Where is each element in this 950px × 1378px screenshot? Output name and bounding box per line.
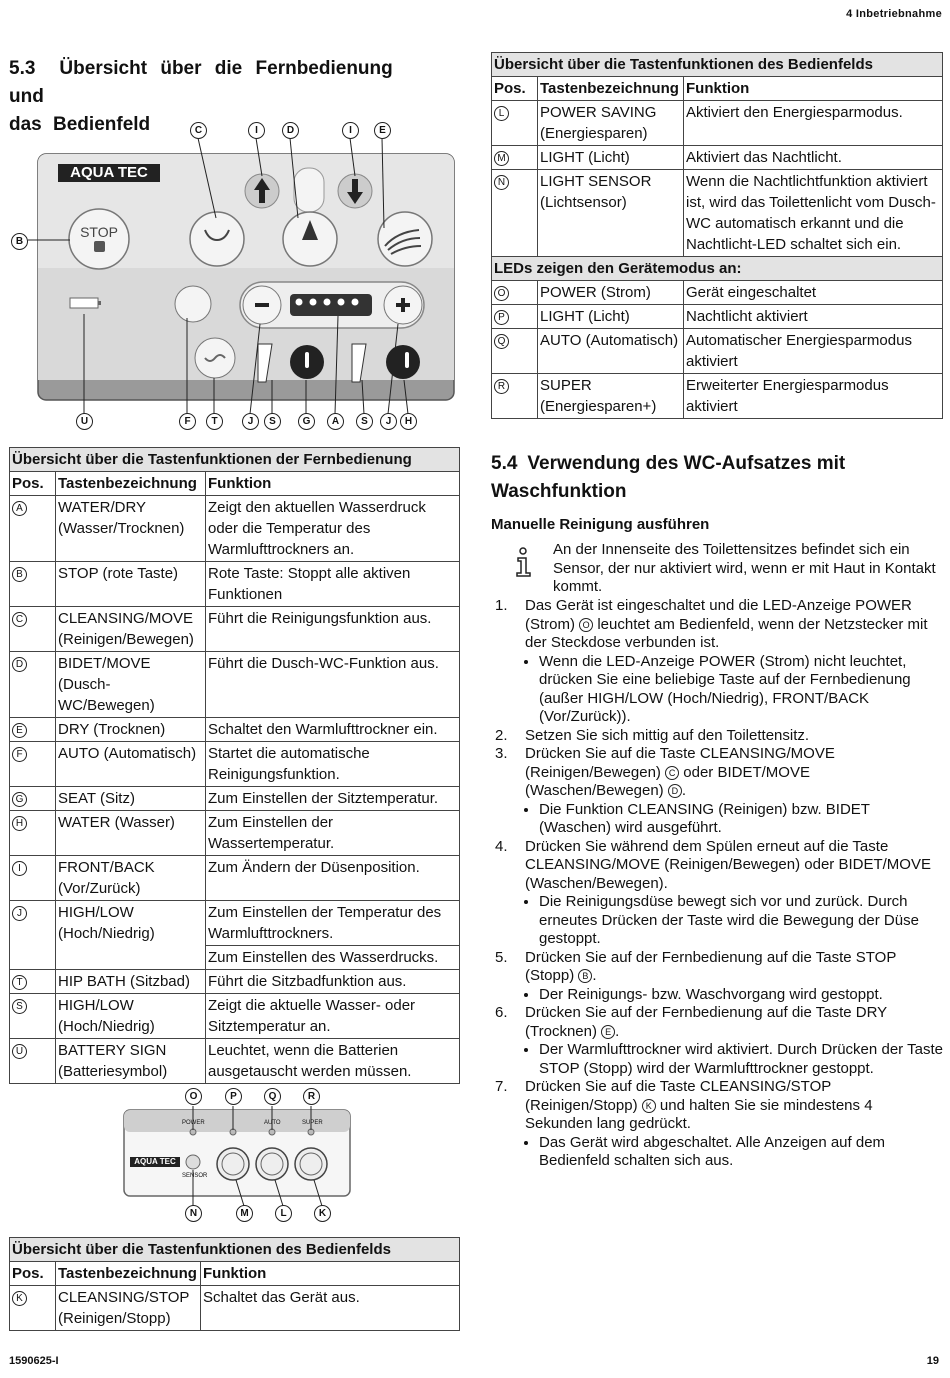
pos-symbol: K: [12, 1291, 27, 1306]
table-row: [10, 994, 460, 1039]
section-number: 5.3: [9, 58, 36, 79]
panel-brand-logo: AQUA TEC: [134, 1157, 176, 1166]
header-name: Tastenbezeichnung: [56, 1262, 201, 1286]
key-name: HIGH/LOW (Hoch/Niedrig): [56, 994, 206, 1039]
step-symbol: D: [668, 784, 682, 798]
subheading-manual-cleaning: Manuelle Reinigung ausführen: [491, 516, 710, 533]
step-item: [491, 597, 943, 727]
callout-B: B: [11, 233, 28, 250]
step-bullet: • Wenn die LED-Anzeige POWER (Strom) nicht leuchtet, drücken Sie eine beliebige Taste auf der Fernbedienung (außer HIGH/LOW (Hoch/Niedrig), FRONT/BACK (Vor/Zurück)).: [539, 653, 943, 727]
table-row: [10, 562, 460, 607]
key-function: Zum Einstellen des Wasserdrucks.: [206, 946, 460, 970]
key-name: STOP (rote Taste): [56, 562, 206, 607]
step-bullet: • Die Funktion CLEANSING (Reinigen) bzw. BIDET (Waschen) wird ausgeführt.: [539, 801, 943, 838]
pos-symbol: M: [494, 151, 509, 166]
table-row: [10, 607, 460, 652]
table-row: [10, 970, 460, 994]
pos-symbol: J: [12, 906, 27, 921]
step-text: .: [615, 1022, 620, 1040]
step-item: [491, 1004, 943, 1078]
led-label-auto: AUTO: [264, 1120, 281, 1126]
table-title: Übersicht über die Tastenfunktionen des Bedienfelds: [492, 53, 943, 77]
table-row: [492, 374, 943, 419]
sensor-label: SENSOR: [182, 1173, 208, 1179]
section-5-4-heading: [491, 450, 943, 506]
led-label-power: POWER: [182, 1120, 205, 1126]
key-function: Schaltet das Gerät aus.: [201, 1286, 460, 1331]
callout-D: D: [282, 122, 299, 139]
key-name: HIP BATH (Sitzbad): [56, 970, 206, 994]
step-item: [491, 727, 943, 746]
panel-functions-table: [491, 52, 943, 419]
key-function: Aktiviert das Nachtlicht.: [684, 146, 943, 170]
key-function: Zum Einstellen der Temperatur des Warmlufttrockners.: [206, 901, 460, 946]
table-row: [10, 496, 460, 562]
page-number: 19: [926, 1355, 939, 1367]
key-function: Schaltet den Warmlufttrockner ein.: [206, 718, 460, 742]
led-meaning: Automatischer Energiesparmodus aktiviert: [684, 329, 943, 374]
step-number: 3.: [495, 745, 508, 762]
callout-H: H: [400, 413, 417, 430]
step-text: Drücken Sie auf der Fernbedienung auf die Taste DRY (Trocknen): [525, 1004, 887, 1040]
callout-M: M: [236, 1205, 253, 1222]
led-label-super: SUPER: [302, 1120, 323, 1126]
led-name: SUPER (Energiesparen+): [538, 374, 684, 419]
table-row: [10, 1039, 460, 1084]
step-text: Drücken Sie auf die Taste CLEANSING/MOVE (Reinigen/Bewegen): [525, 745, 835, 781]
key-name: DRY (Trocknen): [56, 718, 206, 742]
callout-L: L: [275, 1205, 292, 1222]
key-name: POWER SAVING (Energiesparen): [538, 101, 684, 146]
step-bullet: • Das Gerät wird abgeschaltet. Alle Anzeigen auf dem Bedienfeld schalten sich aus.: [539, 1134, 943, 1171]
table-row: [10, 856, 460, 901]
pos-symbol: D: [12, 657, 27, 672]
step-text: oder BIDET/MOVE (Waschen/Bewegen): [525, 763, 810, 799]
table-row: [10, 787, 460, 811]
callout-U: U: [76, 413, 93, 430]
info-icon: [512, 546, 534, 578]
callout-G: G: [298, 413, 315, 430]
document-number: 1590625-I: [9, 1355, 59, 1367]
step-symbol: E: [601, 1025, 615, 1039]
pos-symbol: S: [12, 999, 27, 1014]
key-function: Rote Taste: Stoppt alle aktiven Funktionen: [206, 562, 460, 607]
step-number: 6.: [495, 1004, 508, 1021]
key-function: Startet die automatische Reinigungsfunktion.: [206, 742, 460, 787]
key-function: Führt die Dusch-WC-Funktion aus.: [206, 652, 460, 718]
header-func: Funktion: [206, 472, 460, 496]
led-meaning: Gerät eingeschaltet: [684, 281, 943, 305]
step-number: 7.: [495, 1078, 508, 1095]
section-title-1: Übersicht über die Fernbedienung und: [9, 58, 393, 107]
pos-symbol: C: [12, 612, 27, 627]
key-name: CLEANSING/STOP (Reinigen/Stopp): [56, 1286, 201, 1331]
info-note: An der Innenseite des Toilettensitzes befindet sich ein Sensor, der nur aktiviert wird, wenn er mit Haut in Kontakt kommt.: [553, 541, 936, 595]
step-text: Drücken Sie auf der Fernbedienung auf die Taste STOP (Stopp): [525, 948, 897, 984]
header-func: Funktion: [684, 77, 943, 101]
step-bullet: • Der Warmlufttrockner wird aktiviert. Durch Drücken der Taste STOP (Stopp) wird der Warmlufttrockner gestoppt.: [539, 1041, 943, 1078]
table-row: [492, 146, 943, 170]
pos-symbol: O: [494, 286, 509, 301]
callout-A: A: [327, 413, 344, 430]
section-number: 5.4: [491, 453, 518, 474]
step-text: .: [592, 967, 597, 984]
step-number: 5.: [495, 948, 508, 966]
table-row: [492, 305, 943, 329]
step-item: [491, 745, 943, 838]
callout-O: O: [185, 1088, 202, 1105]
remote-brand-logo: AQUA TEC: [70, 164, 148, 181]
step-item: [491, 838, 943, 949]
pos-symbol: E: [12, 723, 27, 738]
header-name: Tastenbezeichnung: [538, 77, 684, 101]
led-meaning: Nachtlicht aktiviert: [684, 305, 943, 329]
led-meaning: Erweiterter Energiesparmodus aktiviert: [684, 374, 943, 419]
callout-S: S: [356, 413, 373, 430]
step-text: Setzen Sie sich mittig auf den Toilettensitz.: [525, 726, 810, 744]
key-name: FRONT/BACK (Vor/Zurück): [56, 856, 206, 901]
table-row: [492, 170, 943, 257]
pos-symbol: B: [12, 567, 27, 582]
step-text: Das Gerät ist eingeschaltet und die LED-Anzeige POWER (Strom): [525, 597, 912, 633]
step-number: 1.: [495, 597, 508, 614]
led-name: LIGHT (Licht): [538, 305, 684, 329]
pos-symbol: A: [12, 501, 27, 516]
callout-K: K: [314, 1205, 331, 1222]
header-func: Funktion: [201, 1262, 460, 1286]
key-function: Wenn die Nachtlichtfunktion aktiviert ist, wird das Toilettenlicht vom Dusch-WC automatisch erkannt und die Nachtlicht-LED schaltet sich ein.: [684, 170, 943, 257]
key-function: Zum Ändern der Düsenposition.: [206, 856, 460, 901]
key-name: BATTERY SIGN (Batteriesymbol): [56, 1039, 206, 1084]
table-title: Übersicht über die Tastenfunktionen der Fernbedienung: [10, 448, 460, 472]
callout-C: C: [190, 122, 207, 139]
callout-S: S: [264, 413, 281, 430]
step-number: 2.: [495, 726, 508, 744]
step-symbol: B: [578, 969, 592, 983]
led-name: POWER (Strom): [538, 281, 684, 305]
key-function: Zeigt den aktuellen Wasserdruck oder die Temperatur des Warmlufttrockners an.: [206, 496, 460, 562]
callout-R: R: [303, 1088, 320, 1105]
step-number: 4.: [495, 837, 508, 855]
callout-Q: Q: [264, 1088, 281, 1105]
pos-symbol: G: [12, 792, 27, 807]
key-name: LIGHT SENSOR (Lichtsensor): [538, 170, 684, 257]
remote-functions-table: [9, 447, 460, 1084]
key-function: Zeigt die aktuelle Wasser- oder Sitztemperatur an.: [206, 994, 460, 1039]
pos-symbol: Q: [494, 334, 509, 349]
led-name: AUTO (Automatisch): [538, 329, 684, 374]
step-symbol: K: [642, 1099, 656, 1113]
pos-symbol: N: [494, 175, 509, 190]
key-name: LIGHT (Licht): [538, 146, 684, 170]
pos-symbol: R: [494, 379, 509, 394]
header-pos: Pos.: [492, 77, 538, 101]
step-text: und halten Sie sie mindestens 4 Sekunden lang gedrückt.: [525, 1096, 873, 1132]
table-row: [492, 281, 943, 305]
table-row: [10, 652, 460, 718]
step-text: Drücken Sie während dem Spülen erneut auf die Taste CLEANSING/MOVE (Reinigen/Bewegen) oder BIDET/MOVE (Waschen/Bewegen).: [525, 837, 931, 892]
step-text: Drücken Sie auf die Taste CLEANSING/STOP (Reinigen/Stopp): [525, 1078, 831, 1114]
key-name: WATER/DRY (Wasser/Trocknen): [56, 496, 206, 562]
section-title-1: Verwendung des WC-Aufsatzes mit: [527, 453, 846, 474]
callout-I: I: [248, 122, 265, 139]
key-function: Zum Einstellen der Wassertemperatur.: [206, 811, 460, 856]
callout-J: J: [380, 413, 397, 430]
step-item: [491, 949, 943, 1005]
led-section-title: LEDs zeigen den Gerätemodus an:: [492, 257, 943, 281]
header-name: Tastenbezeichnung: [56, 472, 206, 496]
pos-symbol: U: [12, 1044, 27, 1059]
pos-symbol: F: [12, 747, 27, 762]
pos-symbol: T: [12, 975, 27, 990]
key-function: Führt die Reinigungsfunktion aus.: [206, 607, 460, 652]
table-row: [492, 329, 943, 374]
table-row: [10, 1286, 460, 1331]
section-title-2: Waschfunktion: [491, 481, 627, 502]
key-name: AUTO (Automatisch): [56, 742, 206, 787]
section-title-2: das Bedienfeld: [9, 114, 151, 135]
step-bullet: • Die Reinigungsdüse bewegt sich vor und zurück. Durch erneutes Drücken der Taste wird die Bewegung der Düse gestoppt.: [539, 893, 943, 949]
callout-J: J: [242, 413, 259, 430]
pos-symbol: L: [494, 106, 509, 121]
step-symbol: C: [665, 766, 679, 780]
header-pos: Pos.: [10, 472, 56, 496]
instruction-steps: [491, 597, 943, 1171]
table-row: [10, 718, 460, 742]
pos-symbol: H: [12, 816, 27, 831]
header-pos: Pos.: [10, 1262, 56, 1286]
pos-symbol: P: [494, 310, 509, 325]
key-name: SEAT (Sitz): [56, 787, 206, 811]
key-function: Leuchtet, wenn die Batterien ausgetauscht werden müssen.: [206, 1039, 460, 1084]
callout-N: N: [185, 1205, 202, 1222]
chapter-header: 4 Inbetriebnahme: [846, 8, 942, 20]
key-name: WATER (Wasser): [56, 811, 206, 856]
step-text: .: [681, 782, 687, 799]
callout-E: E: [374, 122, 391, 139]
callout-T: T: [206, 413, 223, 430]
table-row: [10, 742, 460, 787]
step-text: leuchtet am Bedienfeld, wenn der Netzstecker mit der Steckdose verbunden ist.: [525, 615, 928, 651]
key-function: Zum Einstellen der Sitztemperatur.: [206, 787, 460, 811]
stop-button-label: STOP: [80, 224, 118, 240]
callout-I: I: [342, 122, 359, 139]
table-row: [10, 901, 460, 946]
step-item: [491, 1078, 943, 1171]
key-function: Aktiviert den Energiesparmodus.: [684, 101, 943, 146]
table-row: [492, 101, 943, 146]
pos-symbol: I: [12, 861, 27, 876]
table-title: Übersicht über die Tastenfunktionen des Bedienfelds: [10, 1238, 460, 1262]
step-bullet: • Der Reinigungs- bzw. Waschvorgang wird gestoppt.: [539, 986, 943, 1005]
key-name: CLEANSING/MOVE (Reinigen/Bewegen): [56, 607, 206, 652]
key-function: Führt die Sitzbadfunktion aus.: [206, 970, 460, 994]
key-name: BIDET/MOVE (Dusch-WC/Bewegen): [56, 652, 206, 718]
step-symbol: O: [579, 618, 593, 632]
callout-P: P: [225, 1088, 242, 1105]
callout-F: F: [179, 413, 196, 430]
key-name: HIGH/LOW (Hoch/Niedrig): [56, 901, 206, 970]
panel-k-table: [9, 1237, 460, 1331]
table-row: [10, 811, 460, 856]
